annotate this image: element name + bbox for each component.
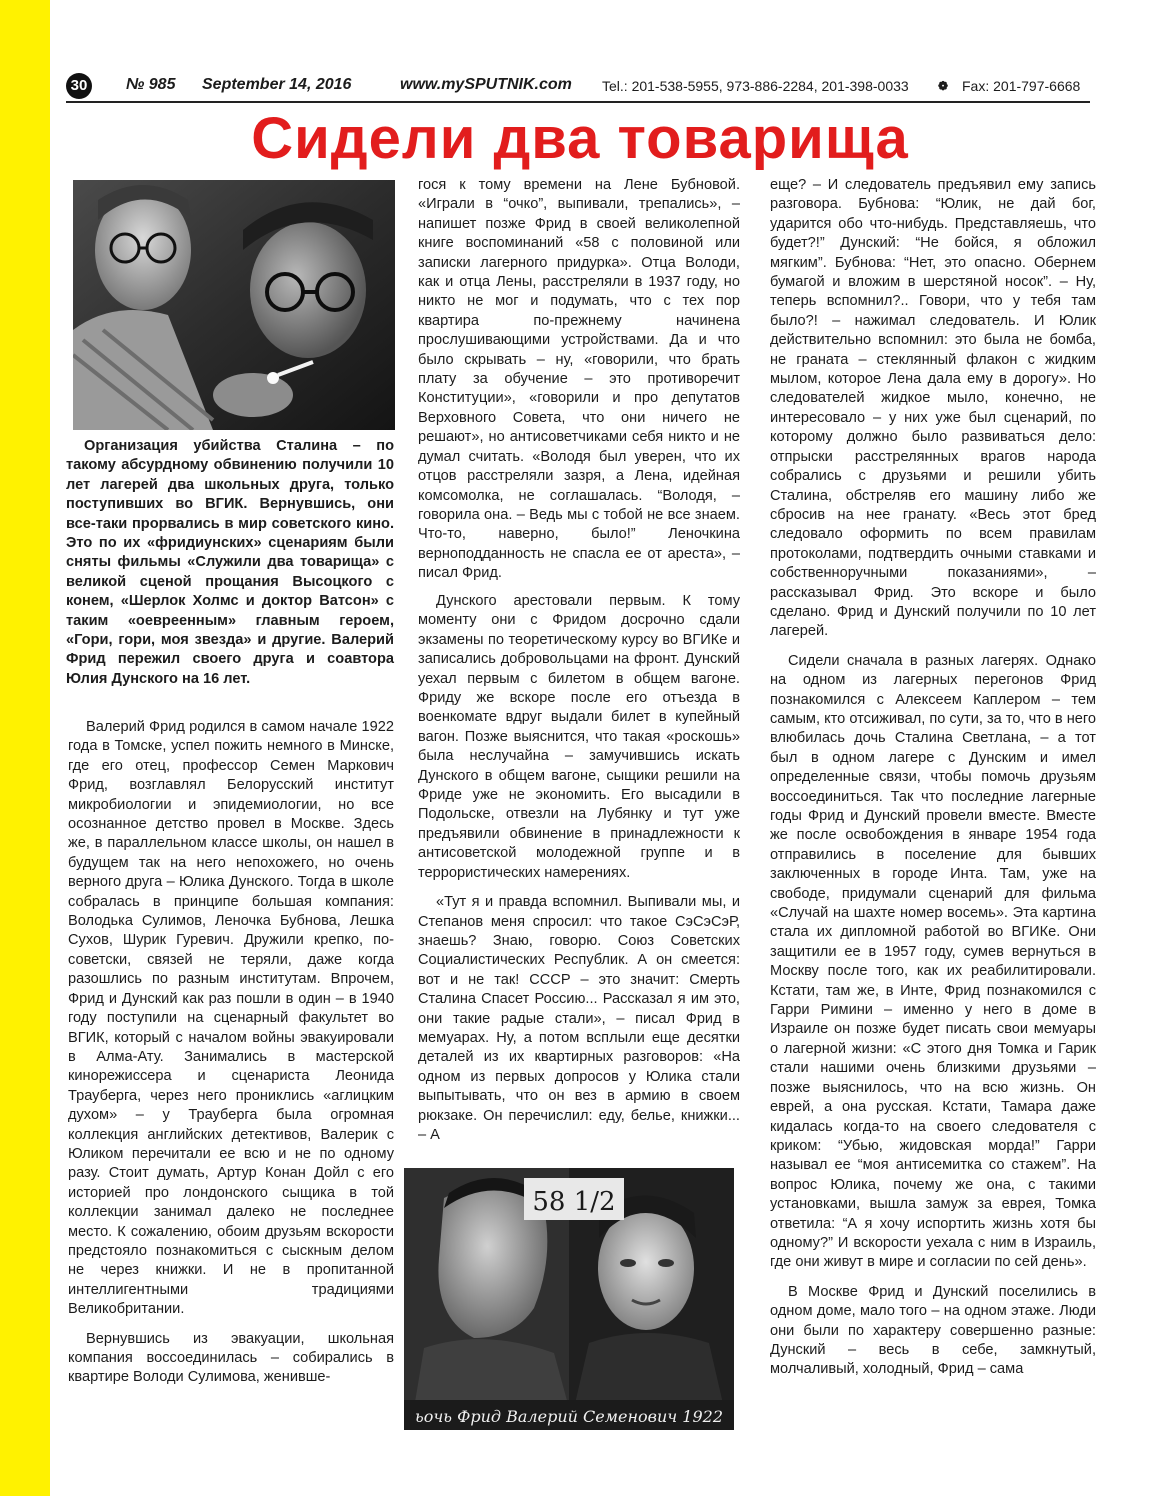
page-header: [66, 71, 1090, 103]
flower-separator-icon: ❁: [938, 79, 949, 93]
issue-date: September 14, 2016: [202, 76, 352, 93]
mugshot-number: 58 1/2: [532, 1187, 616, 1217]
paragraph: В Москве Фрид и Дунский поселились в одном доме, мало того – на одном этаже. Люди они были по характеру совершенно разные: Дунский – весь в себе, замкнутый, молчаливый, холодный, Фрид – сама: [770, 1283, 1096, 1378]
article-column-3: [770, 176, 1096, 1380]
paragraph: Дунского арестовали первым. К тому моменту они с Фридом досрочно сдали экзамены по теоретическому курсу во ВГИКе и записались добровольцами на фронт. Дунский уехал первым с билетом в общем вагоне. Фриду же вскоре после его отъезда в военкомате вдруг выдали билет в купейный вагон. Позже выяснится, что такая «роскошь» была неслучайна – замучившись искать Дунского в общем вагоне, сыщики решили на Фриде уже не экономить. Его высадили в Подольске, отвезли на Лубянку и тут уже предъявили обвинение в принадлежности к антисоветской молодежной группе и в террористических намерениях.: [418, 593, 740, 881]
issue-number: № 985: [126, 76, 176, 93]
paragraph: Вернувшись из эвакуации, школьная компания воссоединилась – собирались в квартире Володи Сулимова, женивше-: [68, 1330, 394, 1386]
website-link[interactable]: www.mySPUTNIK.com: [400, 76, 572, 93]
paragraph: еще? – И следователь предъявил ему запись разговора. Бубнова: “Юлик, не дай бог, ударится обо что-нибудь. Представляешь, что будет?!” Дунский: “Не бойся, я обложил мягким”. Бубнова: “Нет, это опасно. Обернем бумагой и вложим в шерстяной носок”. – Ну, теперь вспомнил?.. Говори, что у тебя там было?! – нажимал следователь. И Юлик действительно вспомнил: это была не бомба, не граната – стеклянный флакон с жидким мылом, которое Лена дала ему в дорогу». Но следователей жидкое мыло, конечно, не интересовало – у них уже был сценарий, по которому должно было развиваться дело: отпрыски расстрелянных врагов народа собрались с друзьями и решили убить Сталина, обстреляв его машину либо же сбросив на нее гранату. «Весь этот бред следовало оформить по всем правилам протоколами, подтвердить очными ставками и собственноручными показаниями», – рассказывал Фрид. Это вскоре и было сделано. Фрид и Дунский получили по 10 лет лагерей.: [770, 177, 1096, 640]
article-column-1: [68, 718, 394, 1388]
photo-mugshot: [404, 1168, 734, 1430]
mugshot-inscription: ьочь Фрид Валерий Семенович 1922: [414, 1407, 724, 1426]
caption-text: Организация убийства Сталина – по такому абсурдному обвинению получили 10 лет лагерей два школьных друга, только поступивших во ВГИК. Вернувшись, они все-таки прорвались в мир советского кино. Это по их «фридиунских» сценариям были сняты фильмы «Служили два товарища» с великой сценой прощания Высоцкого с конем, «Шерлок Холмс и доктор Ватсон» с таким «оевреенным» главным героем, «Гори, гори, моя звезда» и другие. Валерий Фрид пережил своего друга и соавтора Юлия Дунского на 16 лет.: [66, 438, 394, 687]
article-column-2-lower: [418, 592, 740, 1145]
page-number: 30: [66, 73, 92, 99]
paragraph: гося к тому времени на Лене Бубновой. «Играли в “очко”, выпивали, трепались», – напишет позже Фрид в своей великолепной книге воспоминаний «58 с половиной или записки лагерного придурка». Отца Володи, как и отца Лены, расстреляли в 1937 году, но никто не мог и подумать, что с тех пор квартира по-прежнему начинена прослушивающими устройствами. Да и что было скрывать – ну, «говорили, что брать плату за обучение – это противоречит Конституции», «говорили и про депутатов Верховного Совета, что они ничего не решают», но антисоветчиками себя никто и не думал считать. «Володя был уверен, что их отцов расстреляли зазря, а Лена, идейная комсомолка, не соглашалась. “Володя, – говорила она. – Ведь мы с тобой не все знаем. Что-то, наверно, было!” Леночкина верноподданность не спасла ее от ареста», – писал Фрид.: [418, 177, 740, 582]
paragraph: Валерий Фрид родился в самом начале 1922 года в Томске, успел пожить немного в Минске, где его отец, профессор Семен Маркович Фрид, возглавлял Белорусский институт микробиологии и эпидемиологии, но все осознанное детство провел в Москве. Здесь же, в параллельном классе школы, он нашел в будущем так на него непохожего, но очень верного друга – Юлика Дунского. Тогда в школе собралась в принципе большая компания: Володька Сулимов, Леночка Бубнова, Лешка Сухов, Шурик Гуревич. Дружили крепко, по-советски, связей не теряли, даже когда разошлись по разным институтам. Впрочем, Фрид и Дунский как раз пошли в один – в 1940 году поступили на сценарный факультет во ВГИК, который с началом войны эвакуировали в Алма-Ату. Занимались в мастерской кинорежиссера и сценариста Леонида Трауберга, через него прониклись «аглицким духом» – у Трауберга была огромная коллекция английских детективов, Валерик с Юликом перечитали ее всю и не по одному разу. Стоит думать, Артур Конан Дойл с его историей про лондонского сыщика в той коллекции занимал далеко не последнее место. К сожалению, обоим друзьям вскорости предстояло познакомиться с сыскным делом не через книжки. И не в пропитанной интеллигентными традициями Великобритании.: [68, 719, 394, 1318]
paragraph: Сидели сначала в разных лагерях. Однако на одном из лагерных перегонов Фрид познакомился с Алексеем Каплером – тем самым, кто отсиживал, по сути, за то, что в него влюбилась дочь Сталина Светлана, – а тот был в одном лагере с Дунским и имел определенные связи, чтобы помочь друзьям воссоединиться. Так что последние лагерные годы Фрид и Дунский провели вместе. Вместе же после освобождения в январе 1954 года отправились в поселение для бывших заключенных в городе Инта. Там, уже на свободе, придумали сценарий для фильма «Случай на шахте номер восемь». Эта картина стала их дипломной работой во ВГИКе. Они защитили ее в 1957 году, сумев вернуться в Москву после того, как их реабилитировали. Кстати, там же, в Инте, Фрид познакомился с Гарри Римини – именно у него в доме в Израиле он позже будет писать свои мемуары о лагерной жизни: «С этого дня Томка и Гарик стали нашими очень близкими друзьями – позже выяснилось, что на всю жизнь. Он еврей, а она русская. Кстати, Тамара даже кидалась когда-то на своего следователя с криком: “Убью, жидовская морда!” Гарри называл ее “моя антисемитка со стажем”. На вопрос Юлика, почему же она, с такими установками, вышла замуж за еврея, Томка ответила: “А я хочу испортить жизнь хотя бы одному?” И вскорости уехала с ним в Израиль, где они живут в мире и согласии по сей день».: [770, 652, 1096, 1271]
yellow-sidebar: [0, 0, 50, 1496]
photo-two-friends: [73, 180, 395, 430]
article-column-2: [418, 176, 740, 584]
article-title: Сидели два товарища: [251, 106, 909, 171]
telephone-numbers: Tel.: 201-538-5955, 973-886-2284, 201-398-0033: [602, 78, 909, 94]
paragraph: «Тут я и правда вспомнил. Выпивали мы, и Степанов меня спросил: что такое СэСэСэР, знаешь? Знаю, говорю. Союз Советских Социалистических Республик. А он смеется: вот и не так! СССР – это значит: Смерть Сталина Спасет Россию... Рассказал я им это, они такие радые стали», – писал Фрид в мемуарах. Ну, а потом всплыли еще десятки деталей из их квартирных разговоров: «На одном из первых допросов у Юлика стали выпытывать, что он вез в армию в своем рюкзаке. Он перечислил: еду, белье, книжки... – А: [418, 894, 740, 1143]
photo-caption: [66, 437, 394, 689]
fax-number: Fax: 201-797-6668: [962, 78, 1081, 94]
